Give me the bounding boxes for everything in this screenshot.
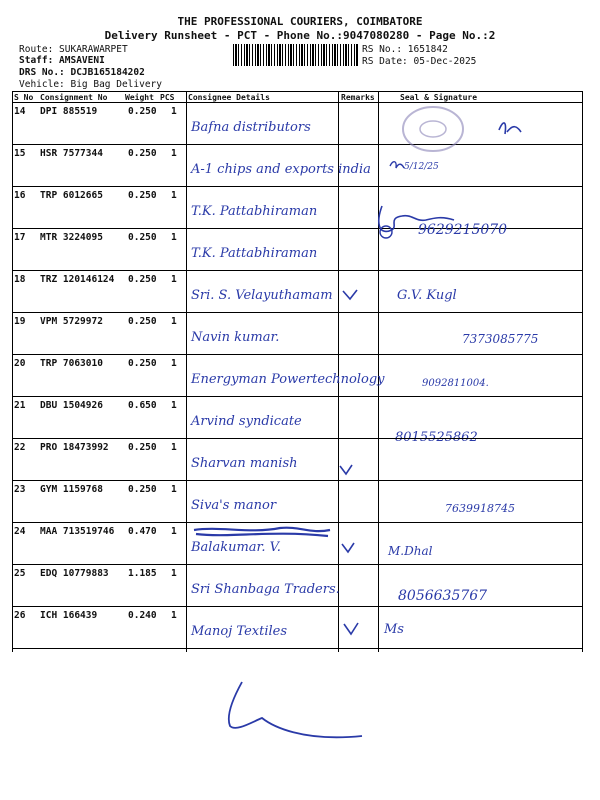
- row-weight: 0.250: [128, 484, 157, 495]
- row-sno: 26: [14, 610, 26, 621]
- row-divider: [12, 648, 582, 649]
- col-consignment: Consignment No: [40, 93, 108, 102]
- row-consignment-no: DPI 885519: [40, 106, 98, 117]
- row-signature: Ms: [384, 622, 404, 637]
- row-pcs: 1: [171, 442, 177, 453]
- strikeout-scribble-icon: [190, 524, 340, 540]
- row-weight: 0.250: [128, 442, 157, 453]
- page-subtitle: Delivery Runsheet - PCT - Phone No.:9047080280 - Page No.:2: [104, 29, 496, 42]
- row-signature: 8056635767: [398, 588, 488, 604]
- row-consignee: Energyman Powertechnology: [191, 372, 385, 387]
- row-pcs: 1: [171, 190, 177, 201]
- row-signature: 8015525862: [395, 430, 478, 445]
- rs-number: RS No.: 1651842: [362, 44, 448, 55]
- row-divider: [12, 354, 582, 355]
- col-pcs: PCS: [160, 93, 175, 102]
- row-consignee: Sri. S. Velayuthamam: [191, 288, 333, 303]
- vehicle-text: Vehicle: Big Bag Delivery: [19, 79, 162, 90]
- row-weight: 0.250: [128, 232, 157, 243]
- row-pcs: 1: [171, 610, 177, 621]
- staff-line: [19, 55, 105, 66]
- row-consignment-no: EDQ 10779883: [40, 568, 109, 579]
- row-pcs: 1: [171, 274, 177, 285]
- row-divider: [12, 270, 582, 271]
- row-sno: 15: [14, 148, 26, 159]
- tick-mark-icon: [341, 620, 361, 638]
- row-consignment-no: ICH 166439: [40, 610, 98, 621]
- row-consignment-no: TRP 7063010: [40, 358, 103, 369]
- row-weight: 0.250: [128, 274, 157, 285]
- row-consignee: Bafna distributors: [191, 120, 311, 135]
- row-consignment-no: MAA 713519746: [40, 526, 115, 537]
- row-pcs: 1: [171, 232, 177, 243]
- rs-date: RS Date: 05-Dec-2025: [362, 56, 477, 67]
- signature-scribble-icon: [372, 202, 462, 248]
- row-weight: 0.250: [128, 106, 157, 117]
- row-pcs: 1: [171, 484, 177, 495]
- row-divider: [12, 480, 582, 481]
- signature-scribble-icon: [495, 118, 525, 140]
- row-divider: [12, 564, 582, 565]
- row-sno: 16: [14, 190, 26, 201]
- col-weight: Weight: [125, 93, 154, 102]
- row-weight: 0.250: [128, 358, 157, 369]
- staff-value: AMSAVENI: [59, 55, 105, 66]
- drs-number: DRS No.: DCJB165184202: [19, 67, 145, 78]
- row-consignment-no: VPM 5729972: [40, 316, 103, 327]
- row-consignee: Sharvan manish: [191, 456, 298, 471]
- row-divider: [12, 606, 582, 607]
- row-sno: 25: [14, 568, 26, 579]
- row-pcs: 1: [171, 106, 177, 117]
- signature-scribble-icon: [222, 680, 372, 750]
- barcode: [233, 44, 359, 66]
- row-consignment-no: PRO 18473992: [40, 442, 109, 453]
- row-sno: 23: [14, 484, 26, 495]
- row-divider: [12, 438, 582, 439]
- row-consignment-no: TRP 6012665: [40, 190, 103, 201]
- row-consignee: Arvind syndicate: [191, 414, 302, 429]
- row-pcs: 1: [171, 400, 177, 411]
- row-consignee: Balakumar. V.: [191, 540, 281, 555]
- row-signature: 5/12/25: [404, 162, 439, 172]
- row-consignee: Sri Shanbaga Traders.: [191, 582, 340, 597]
- row-sno: 17: [14, 232, 26, 243]
- row-consignee: T.K. Pattabhiraman: [191, 246, 318, 261]
- col-seal: Seal & Signature: [400, 93, 478, 102]
- row-consignee: Siva's manor: [191, 498, 277, 513]
- row-pcs: 1: [171, 316, 177, 327]
- col-consignee: Consignee Details: [188, 93, 270, 102]
- row-weight: 0.470: [128, 526, 157, 537]
- row-signature: 9092811004.: [422, 378, 489, 389]
- row-signature: M.Dhal: [388, 544, 433, 558]
- row-sno: 14: [14, 106, 26, 117]
- row-divider: [12, 186, 582, 187]
- row-consignee: T.K. Pattabhiraman: [191, 204, 318, 219]
- row-weight: 0.240: [128, 610, 157, 621]
- row-sno: 24: [14, 526, 26, 537]
- row-pcs: 1: [171, 568, 177, 579]
- tick-mark-icon: [339, 540, 357, 556]
- row-pcs: 1: [171, 148, 177, 159]
- row-weight: 1.185: [128, 568, 157, 579]
- tick-mark-icon: [340, 287, 360, 303]
- row-consignment-no: TRZ 120146124: [40, 274, 115, 285]
- row-consignee: Navin kumar.: [191, 330, 280, 345]
- signature-scribble-icon: [388, 158, 406, 172]
- row-sno: 22: [14, 442, 26, 453]
- row-consignment-no: DBU 1504926: [40, 400, 103, 411]
- row-consignment-no: MTR 3224095: [40, 232, 103, 243]
- col-remarks: Remarks: [341, 93, 375, 102]
- row-weight: 0.650: [128, 400, 157, 411]
- row-pcs: 1: [171, 526, 177, 537]
- row-signature: G.V. Kugl: [397, 288, 457, 303]
- row-consignee: A-1 chips and exports india: [191, 162, 371, 177]
- col-sno: S No: [14, 93, 34, 102]
- row-weight: 0.250: [128, 148, 157, 159]
- row-weight: 0.250: [128, 190, 157, 201]
- tick-mark-icon: [337, 462, 355, 478]
- row-divider: [12, 144, 582, 145]
- row-divider: [12, 396, 582, 397]
- staff-label: Staff:: [19, 55, 60, 66]
- row-divider: [12, 312, 582, 313]
- row-consignee: Manoj Textiles: [191, 624, 288, 639]
- row-signature: 9629215070: [418, 222, 508, 238]
- row-sno: 19: [14, 316, 26, 327]
- seal-stamp-icon: [398, 104, 468, 154]
- row-consignment-no: GYM 1159768: [40, 484, 103, 495]
- row-pcs: 1: [171, 358, 177, 369]
- row-sno: 21: [14, 400, 26, 411]
- row-sno: 20: [14, 358, 26, 369]
- row-consignment-no: HSR 7577344: [40, 148, 103, 159]
- row-weight: 0.250: [128, 316, 157, 327]
- page-title: THE PROFESSIONAL COURIERS, COIMBATORE: [177, 15, 423, 28]
- row-sno: 18: [14, 274, 26, 285]
- route-text: Route: SUKARAWARPET: [19, 44, 128, 55]
- row-signature: 7639918745: [445, 502, 515, 515]
- row-signature: 7373085775: [462, 332, 539, 346]
- row-divider: [12, 522, 582, 523]
